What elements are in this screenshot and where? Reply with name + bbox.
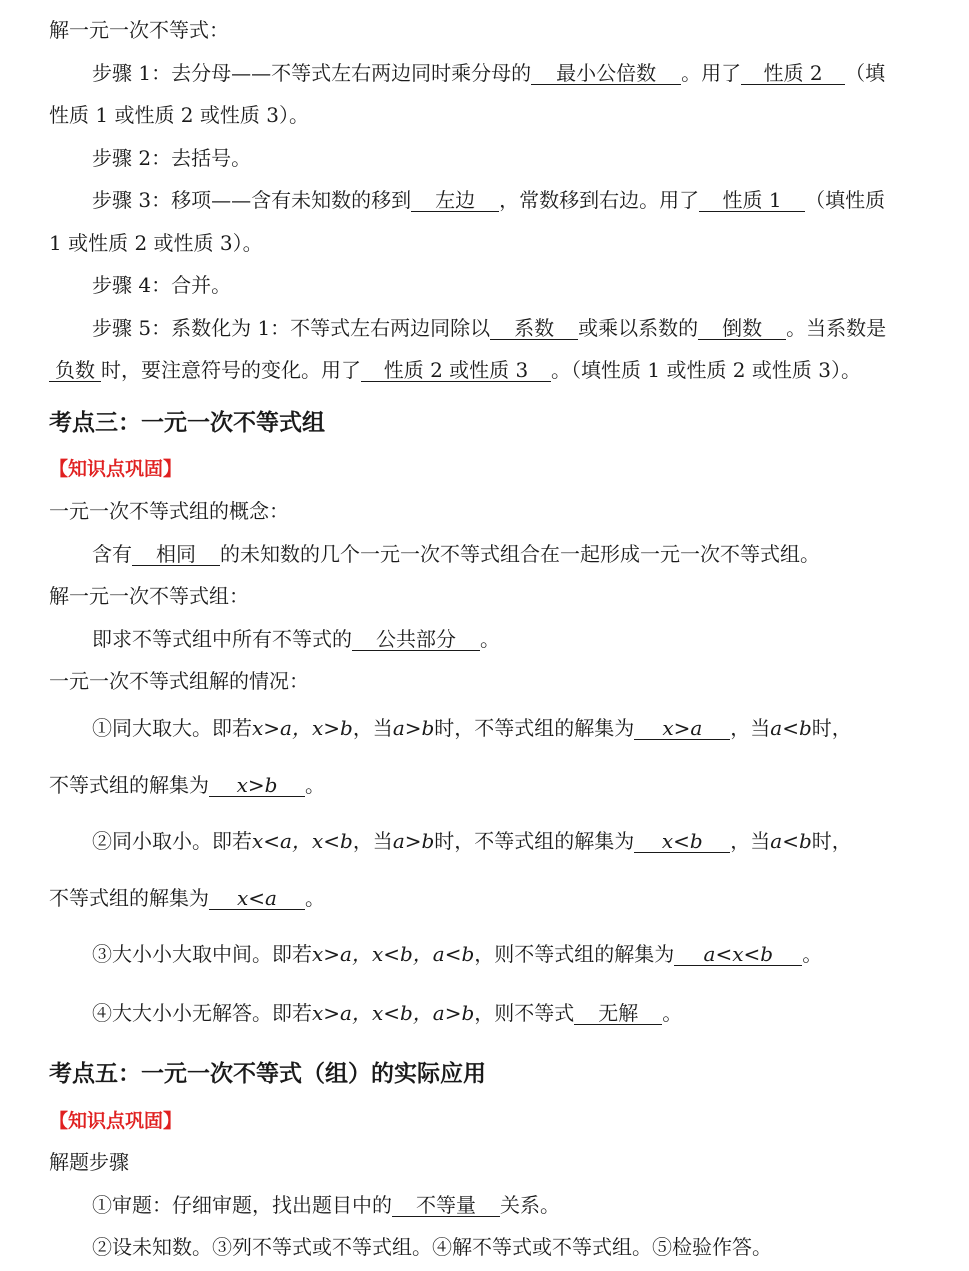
section-tag: 【知识点巩固】 [49, 458, 183, 480]
blank-property: 性质 1 [699, 189, 805, 212]
section-tag: 【知识点巩固】 [49, 1110, 183, 1132]
case2-line: ②同小取小。即若x<a，x<b，当a>b时，不等式组的解集为 x<b ，当a<b时， [92, 829, 852, 853]
blank-answer: x<a [209, 887, 305, 910]
steps-title: 解题步骤 [49, 1150, 129, 1174]
blank-lcm: 最小公倍数 [531, 62, 681, 85]
blank-left-side: 左边 [411, 189, 499, 212]
step1-line: 步骤 1：去分母——不等式左右两边同时乘分母的 最小公倍数 。用了 性质 2 （填 [92, 61, 886, 85]
blank-reciprocal: 倒数 [698, 317, 786, 340]
concept-title: 一元一次不等式组的概念： [49, 499, 289, 523]
application-step2: ②设未知数。③列不等式或不等式组。④解不等式或不等式组。⑤检验作答。 [92, 1235, 772, 1259]
step2-line: 步骤 2：去括号。 [92, 146, 252, 170]
step3-line: 步骤 3：移项——含有未知数的移到 左边 ，常数移到右边。用了 性质 1 （填性质 [92, 188, 886, 212]
blank-same: 相同 [132, 543, 220, 566]
blank-coefficient: 系数 [490, 317, 578, 340]
blank-negative: 负数 [49, 359, 101, 382]
case3-line: ③大小小大取中间。即若x>a，x<b，a<b，则不等式组的解集为 a<x<b 。 [92, 942, 823, 966]
solve-system-title: 解一元一次不等式组： [49, 584, 249, 608]
step5-continuation: 负数 时，要注意符号的变化。用了 性质 2 或性质 3 。（填性质 1 或性质 2 或性质 3）。 [49, 356, 861, 384]
blank-common-part: 公共部分 [352, 628, 480, 651]
section-heading: 考点五：一元一次不等式（组）的实际应用 [49, 1061, 486, 1087]
blank-answer: x>a [634, 717, 730, 740]
solve-inequality-title: 解一元一次不等式： [49, 18, 229, 42]
case1-continuation: 不等式组的解集为 x>b 。 [49, 773, 325, 797]
case2-continuation: 不等式组的解集为 x<a 。 [49, 886, 325, 910]
blank-answer: x>b [209, 774, 305, 797]
blank-property: 性质 2 [741, 62, 845, 85]
solve-system-line: 即求不等式组中所有不等式的 公共部分 。 [92, 627, 500, 651]
step1-continuation: 性质 1 或性质 2 或性质 3）。 [49, 103, 309, 127]
blank-inequality-relation: 不等量 [392, 1194, 500, 1217]
step3-continuation: 1 或性质 2 或性质 3）。 [49, 231, 263, 255]
blank-answer: x<b [634, 830, 730, 853]
application-step1: ①审题：仔细审题，找出题目中的 不等量 关系。 [92, 1193, 560, 1217]
blank-answer: 无解 [574, 1002, 662, 1025]
cases-title: 一元一次不等式组解的情况： [49, 669, 309, 693]
blank-answer: a<x<b [674, 943, 802, 966]
blank-property: 性质 2 或性质 3 [361, 359, 551, 382]
case1-line: ①同大取大。即若x>a，x>b，当a>b时，不等式组的解集为 x>a ，当a<b时， [92, 716, 852, 740]
step4-line: 步骤 4：合并。 [92, 273, 232, 297]
section-heading: 考点三：一元一次不等式组 [49, 410, 325, 436]
concept-line: 含有 相同 的未知数的几个一元一次不等式组合在一起形成一元一次不等式组。 [92, 542, 820, 566]
step5-line: 步骤 5：系数化为 1：不等式左右两边同除以 系数 或乘以系数的 倒数 。当系数是 [92, 316, 887, 340]
case4-line: ④大大小小无解答。即若x>a，x<b，a>b，则不等式 无解 。 [92, 1001, 683, 1025]
